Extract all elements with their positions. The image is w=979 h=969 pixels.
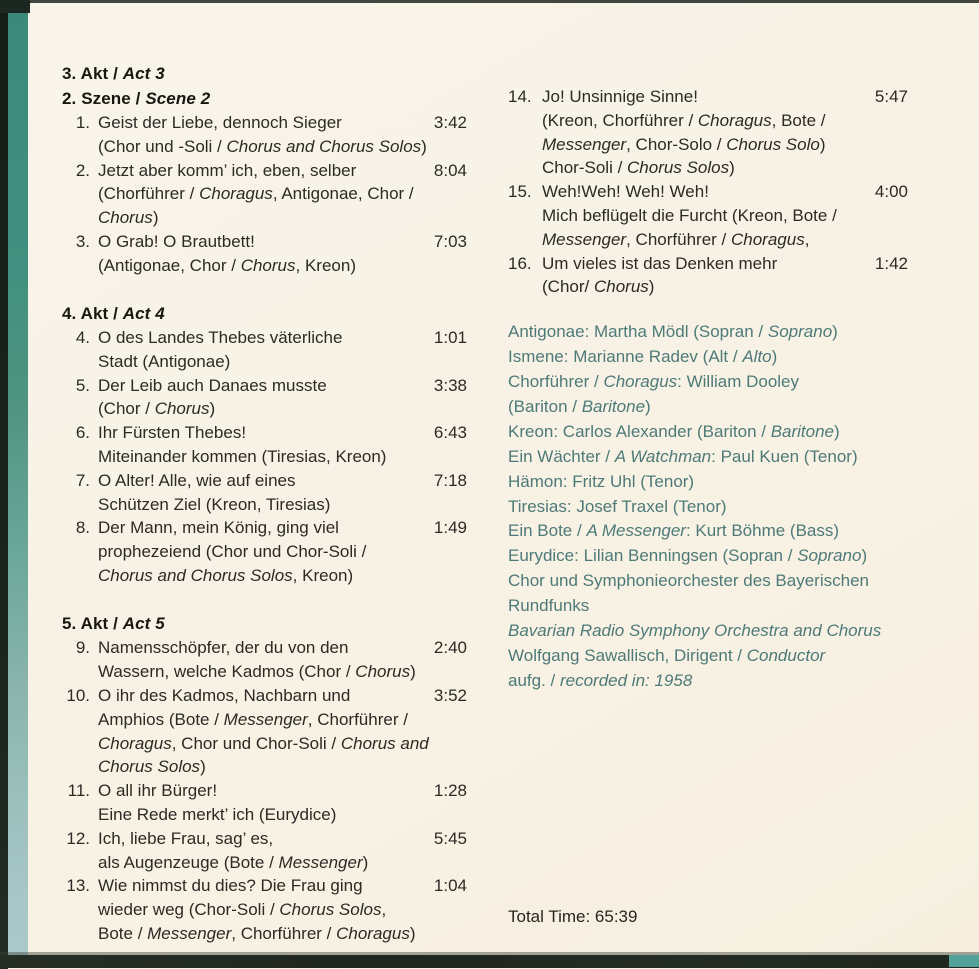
track-title-line (98, 135, 427, 159)
text-segment: Chorus (240, 255, 296, 275)
text-segment: Eine Rede merkt’ ich (Eurydice) (98, 804, 337, 824)
text-segment: Act 4 (122, 303, 165, 323)
text-segment: O des Landes Thebes väterliche (98, 328, 343, 348)
track-title-line (98, 732, 429, 756)
track-title-line (98, 397, 327, 421)
track-title-line (98, 206, 414, 230)
track-row (62, 111, 472, 159)
track-row (62, 636, 472, 684)
track-title-line (98, 493, 330, 517)
track-title-line (98, 350, 342, 374)
text-segment: Mich beflügelt die Furcht (Kreon, Bote / (542, 205, 837, 225)
text-segment: (Chor / (98, 399, 155, 419)
track-number: 9. (75, 638, 90, 658)
track-title-line (542, 228, 837, 252)
text-segment: Hämon: Fritz Uhl (Tenor) (508, 471, 695, 491)
track-row (62, 684, 472, 779)
track-row (508, 252, 948, 300)
track-number: 10. (66, 685, 90, 705)
text-segment: Choragus (730, 229, 805, 249)
text-segment: , Bote / (771, 110, 826, 130)
track-text (98, 374, 327, 422)
track-title-line (98, 540, 366, 564)
track-title-line (98, 469, 330, 493)
text-segment: Chorführer / (508, 371, 604, 391)
track-row (62, 230, 472, 278)
track-number: 1. (75, 113, 90, 132)
track-title-line (98, 326, 342, 350)
text-segment: A Messenger (586, 521, 686, 541)
text-segment: Rundfunks (508, 596, 590, 616)
track-title-line (542, 204, 837, 228)
text-segment: Stadt (Antigonae) (98, 351, 231, 371)
text-segment: ) (152, 208, 159, 228)
tracklist-right-column (508, 85, 948, 929)
track-row (62, 469, 472, 517)
track-duration: 3:52 (433, 685, 467, 705)
track-text (98, 636, 416, 684)
text-segment: Scene 2 (145, 88, 211, 108)
cast-line (508, 320, 948, 345)
text-segment: Messenger (542, 229, 627, 249)
track-duration: 8:04 (433, 160, 467, 180)
text-segment: Baritone (770, 421, 835, 441)
scan-corner-top-left (0, 0, 30, 13)
scan-edge-top (0, 0, 979, 3)
cast-line (508, 669, 948, 694)
text-segment: : William Dooley (677, 371, 800, 391)
act-heading (62, 87, 472, 112)
text-segment: A Watchman (614, 446, 712, 466)
cast-line (508, 470, 948, 495)
text-segment: Antigonae: Martha Mödl (Sopran / (508, 322, 768, 342)
text-segment: Choragus (603, 371, 678, 391)
text-segment: Eurydice: Lilian Benningsen (Sopran / (508, 546, 798, 566)
tracklist-right-tracks (508, 85, 948, 299)
text-segment: Messenger (147, 923, 232, 943)
text-segment: ) (645, 396, 651, 416)
text-segment: ) (200, 757, 206, 777)
text-segment: Weh!Weh! Weh! Weh! (542, 182, 709, 202)
text-segment: Kreon: Carlos Alexander (Bariton / (508, 421, 771, 441)
text-segment: Ihr Fürsten Thebes! (98, 423, 247, 443)
text-segment: 5. Akt / (62, 613, 123, 633)
track-number: 3. (75, 231, 90, 251)
track-duration: 3:38 (433, 375, 467, 395)
text-segment: Namensschöpfer, der du von den (98, 638, 349, 658)
track-title-line (98, 159, 414, 183)
track-row (62, 326, 472, 374)
cast-line (508, 519, 948, 544)
track-text (98, 230, 356, 278)
text-segment: Choragus (697, 110, 772, 130)
scan-edge-bottom (0, 955, 979, 968)
text-segment: ) (409, 923, 416, 943)
track-number: 14. (508, 87, 532, 106)
text-segment: Messenger (278, 852, 363, 872)
track-title-line (98, 779, 336, 803)
text-segment: O Grab! O Brautbett! (98, 231, 255, 251)
text-segment: ) (729, 158, 735, 178)
text-segment: Geist der Liebe, dennoch Sieger (98, 113, 342, 132)
track-title-line (542, 109, 826, 133)
text-segment: ) (834, 421, 840, 441)
text-segment: Miteinander kommen (Tiresias, Kreon) (98, 447, 387, 467)
tracklist-left-column (62, 62, 472, 946)
text-segment: (Chor und -Soli / (98, 136, 227, 156)
text-segment: , Chorführer / (626, 229, 731, 249)
text-segment: 4. Akt / (62, 303, 123, 323)
text-segment: , Antigonae, Chor / (272, 184, 414, 204)
text-segment: Soprano (797, 546, 862, 566)
track-title-line (98, 684, 429, 708)
track-duration: 1:49 (433, 518, 467, 538)
text-segment: , Chorführer / (307, 709, 408, 729)
text-segment: Chorus and Chorus Solos (98, 566, 293, 586)
text-segment: , Kreon) (292, 566, 354, 586)
act-block (62, 302, 472, 588)
track-title-line (542, 275, 777, 299)
text-segment: , Chor-Solo / (626, 134, 727, 154)
track-text (98, 159, 414, 230)
text-segment: Bavarian Radio Symphony Orchestra and Chorus (508, 621, 882, 641)
text-segment: Chor-Soli / (542, 158, 628, 178)
text-segment: (Kreon, Chorführer / (542, 110, 698, 130)
text-segment: Alto (742, 347, 772, 367)
text-segment: Chorus (355, 662, 411, 682)
text-segment: als Augenzeuge (Bote / (98, 852, 279, 872)
text-segment: , Chor und Chor-Soli / (171, 733, 341, 753)
text-segment: O ihr des Kadmos, Nachbarn und (98, 685, 351, 705)
text-segment: ) (832, 322, 838, 342)
act-heading (62, 612, 472, 637)
cast-line (508, 345, 948, 370)
text-segment: Wassern, welche Kadmos (Chor / (98, 662, 356, 682)
text-segment: : Paul Kuen (Tenor) (711, 446, 858, 466)
track-title-line (98, 803, 336, 827)
scan-edge-left-dark (0, 0, 8, 969)
text-segment: Soprano (767, 322, 833, 342)
text-segment: Conductor (746, 645, 826, 665)
text-segment: Der Leib auch Danaes musste (98, 375, 327, 395)
track-number: 8. (75, 518, 90, 538)
text-segment: Ein Wächter / (508, 446, 615, 466)
track-duration: 7:18 (433, 470, 467, 490)
text-segment: Chor und Symphonieorchester des Bayerischen (508, 571, 869, 591)
track-title-line (98, 898, 416, 922)
track-duration: 5:47 (874, 87, 908, 106)
text-segment: Act 5 (122, 613, 165, 633)
track-duration: 7:03 (433, 231, 467, 251)
track-duration: 6:43 (433, 423, 467, 443)
track-title-line (98, 254, 356, 278)
track-duration: 3:42 (433, 113, 467, 132)
track-title-line (98, 922, 416, 946)
text-segment: ) (771, 347, 778, 367)
text-segment: Jo! Unsinnige Sinne! (542, 87, 698, 106)
text-segment: ) (648, 277, 655, 297)
cast-line (508, 395, 948, 420)
track-row (62, 779, 472, 827)
text-segment: Amphios (Bote / (98, 709, 224, 729)
track-duration: 1:42 (874, 253, 908, 273)
track-duration: 1:01 (433, 328, 467, 348)
text-segment: 3. Akt / (62, 64, 123, 83)
text-segment: Chorus Solos (98, 757, 201, 777)
track-title-line (98, 708, 429, 732)
text-segment: Schützen Ziel (Kreon, Tiresias) (98, 494, 331, 514)
text-segment: (Antigonae, Chor / (98, 255, 241, 275)
track-title-line (98, 755, 429, 779)
cast-line (508, 644, 948, 669)
track-title-line (98, 827, 368, 851)
text-segment: Act 3 (122, 64, 165, 83)
total-time: Total Time: 65:39 (508, 906, 638, 926)
text-segment: Chorus (154, 399, 210, 419)
text-segment: ) (362, 852, 369, 872)
track-row (508, 85, 948, 180)
cast-line (508, 420, 948, 445)
track-text (98, 516, 366, 587)
cast-line (508, 544, 948, 569)
text-segment: aufg. / (508, 670, 560, 690)
text-segment: Wie nimmst du dies? Die Frau ging (98, 876, 363, 896)
cast-list (508, 320, 948, 694)
track-number: 7. (75, 470, 90, 490)
text-segment: Bote / (98, 923, 148, 943)
track-number: 13. (66, 876, 90, 896)
text-segment: , (381, 900, 387, 920)
text-segment: Ein Bote / (508, 521, 587, 541)
cast-line (508, 594, 948, 619)
text-segment: , Kreon) (295, 255, 356, 275)
text-segment: Chorus Solo (726, 134, 820, 154)
track-title-line (98, 445, 386, 469)
text-segment: ) (209, 399, 216, 419)
text-segment: wieder weg (Chor-Soli / (98, 900, 280, 920)
track-title-line (542, 85, 826, 109)
text-segment: (Chorführer / (98, 184, 200, 204)
track-text (98, 779, 336, 827)
track-title-line (98, 636, 416, 660)
text-segment: Chorus and Chorus Solos (226, 136, 422, 156)
text-segment: Chorus (98, 208, 153, 228)
act-heading (62, 62, 472, 87)
text-segment: prophezeiend (Chor und Chor-Soli / (98, 542, 367, 562)
track-title-line (542, 180, 837, 204)
text-segment: , (804, 229, 810, 249)
track-text (98, 326, 342, 374)
track-title-line (98, 111, 427, 135)
text-segment: Chorus Solos (627, 158, 730, 178)
track-title-line (98, 851, 368, 875)
track-text (542, 85, 826, 180)
act-heading (62, 302, 472, 327)
cast-line (508, 495, 948, 520)
track-number: 6. (75, 423, 90, 443)
text-segment: Um vieles ist das Denken mehr (542, 253, 778, 273)
text-segment: Baritone (581, 396, 646, 416)
text-segment: Ismene: Marianne Radev (Alt / (508, 347, 743, 367)
track-number: 12. (66, 828, 90, 848)
track-text (98, 684, 429, 779)
track-row (508, 180, 948, 251)
track-title-line (98, 874, 416, 898)
track-row (62, 827, 472, 875)
text-segment: recorded in: 1958 (559, 670, 693, 690)
track-title-line (98, 230, 356, 254)
text-segment: ) (861, 546, 868, 566)
track-row (62, 421, 472, 469)
track-text (98, 874, 416, 945)
track-number: 5. (75, 375, 90, 395)
track-row (62, 159, 472, 230)
cast-line (508, 370, 948, 395)
text-segment: Jetzt aber komm’ ich, eben, selber (98, 160, 357, 180)
track-row (62, 516, 472, 587)
text-segment: : Kurt Böhme (Bass) (685, 521, 840, 541)
text-segment: Choragus (336, 923, 410, 943)
track-number: 16. (508, 253, 532, 273)
track-number: 2. (75, 160, 90, 180)
scan-mark-bottom-right (949, 955, 979, 967)
track-text (98, 111, 427, 159)
text-segment: Tiresias: Josef Traxel (Tenor) (508, 496, 727, 516)
text-segment: O Alter! Alle, wie auf eines (98, 470, 296, 490)
track-title-line (98, 421, 386, 445)
text-segment: , Chorführer / (231, 923, 337, 943)
track-number: 11. (67, 781, 90, 801)
text-segment: 2. Szene / (62, 88, 146, 108)
scan-edge-left-teal (8, 0, 28, 956)
track-title-line (98, 564, 366, 588)
cast-line (508, 619, 948, 644)
text-segment: Messenger (223, 709, 308, 729)
track-title-line (98, 182, 414, 206)
track-row (62, 874, 472, 945)
track-duration: 4:00 (874, 182, 908, 202)
track-title-line (542, 252, 777, 276)
track-duration: 1:04 (433, 876, 467, 896)
act-block (62, 612, 472, 946)
track-number: 4. (75, 328, 90, 348)
track-text (98, 469, 330, 517)
track-text (98, 827, 368, 875)
track-text (542, 180, 837, 251)
text-segment: Choragus (199, 184, 273, 204)
track-title-line (98, 660, 416, 684)
track-duration: 5:45 (433, 828, 467, 848)
text-segment: Chorus and (340, 733, 429, 753)
text-segment: Choragus (98, 733, 172, 753)
track-row (62, 374, 472, 422)
text-segment: ) (410, 662, 416, 682)
text-segment: O all ihr Bürger! (98, 781, 218, 801)
cast-line (508, 569, 948, 594)
cast-line (508, 445, 948, 470)
text-segment: ) (819, 134, 826, 154)
text-segment: Chorus (593, 277, 649, 297)
act-block (62, 62, 472, 278)
text-segment: (Bariton / (508, 396, 582, 416)
track-duration: 1:28 (433, 781, 467, 801)
track-number: 15. (508, 182, 532, 202)
track-duration: 2:40 (433, 638, 467, 658)
text-segment: Chorus Solos (279, 900, 382, 920)
text-segment: Messenger (542, 134, 627, 154)
track-title-line (98, 516, 366, 540)
text-segment: (Chor/ (542, 277, 594, 297)
text-segment: Ich, liebe Frau, sag’ es, (98, 828, 274, 848)
track-text (98, 421, 386, 469)
text-segment: ) (421, 136, 427, 156)
track-title-line (98, 374, 327, 398)
track-text (542, 252, 777, 300)
text-segment: Der Mann, mein König, ging viel (98, 518, 339, 538)
track-title-line (542, 133, 826, 157)
track-title-line (542, 156, 826, 180)
text-segment: Wolfgang Sawallisch, Dirigent / (508, 645, 747, 665)
